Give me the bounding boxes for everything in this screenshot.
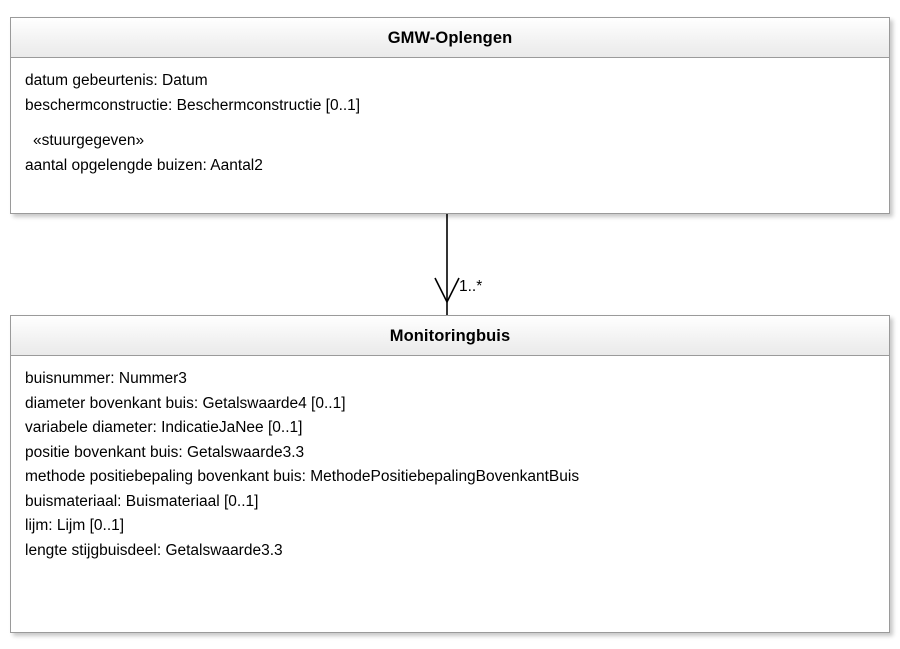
uml-attribute: diameter bovenkant buis: Getalswaarde4 [0..1]	[25, 394, 346, 412]
uml-attribute: beschermconstructie: Beschermconstructie [0..1]	[25, 96, 361, 114]
uml-attribute: lijm: Lijm [0..1]	[25, 517, 125, 534]
uml-class-monitoringbuis[interactable]	[10, 315, 890, 633]
uml-attribute: datum gebeurtenis: Datum	[25, 72, 208, 89]
uml-attribute: lengte stijgbuisdeel: Getalswaarde3.3	[25, 541, 283, 559]
association-multiplicity-label: 1..*	[459, 278, 483, 295]
uml-class-gmw-oplengen[interactable]	[10, 17, 890, 214]
uml-attribute: positie bovenkant buis: Getalswaarde3.3	[25, 443, 305, 461]
uml-attribute: methode positiebepaling bovenkant buis: MethodePositiebepalingBovenkantBuis	[25, 468, 580, 485]
uml-attribute-compartment	[11, 58, 889, 188]
uml-attribute-compartment	[11, 356, 889, 573]
uml-stereotype: «stuurgegeven»	[33, 132, 145, 149]
association-arrowhead	[435, 278, 459, 302]
uml-attribute: variabele diameter: IndicatieJaNee [0..1]	[25, 419, 303, 436]
uml-attribute: aantal opgelengde buizen: Aantal2	[25, 156, 263, 174]
uml-class-name-gmw-oplengen: GMW-Oplengen	[11, 18, 889, 58]
uml-class-name-monitoringbuis: Monitoringbuis	[11, 316, 889, 356]
uml-attribute: buismateriaal: Buismateriaal [0..1]	[25, 492, 259, 510]
uml-attribute: buisnummer: Nummer3	[25, 370, 187, 387]
